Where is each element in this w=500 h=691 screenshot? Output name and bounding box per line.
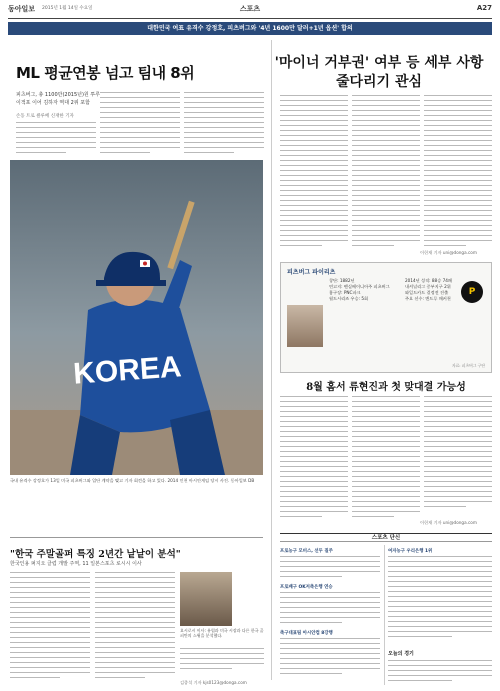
right-body-col-3 bbox=[424, 95, 492, 255]
issue-date: 2015년 1월 14일 수요일 bbox=[42, 6, 93, 11]
brief-body bbox=[388, 556, 492, 646]
right-body-col-1 bbox=[280, 95, 348, 255]
pirates-logo-icon: P bbox=[461, 281, 483, 303]
lead-headline[interactable]: ML 평균연봉 넘고 팀내 8위 bbox=[16, 64, 195, 82]
todays-games-list bbox=[388, 660, 492, 686]
golf-body-col-1 bbox=[10, 572, 90, 684]
right-story-credit: 이헌재 기자 uni@donga.com bbox=[420, 250, 477, 255]
brief-title[interactable]: 프로배구 OK저축은행 연승 bbox=[280, 585, 333, 590]
golf-headline[interactable]: "한국 주말골퍼 특징 2년간 낱낱이 분석" bbox=[10, 549, 181, 560]
lead-photo-caption: 국내 유격수 강정호가 13일 미국 피츠버그와 입단 계약을 맺고 기자 회견을 하고 있다. 2014 인천 아시안게임 당시 사진. 동아일보 DB bbox=[10, 478, 255, 483]
briefs-header: 스포츠 단신 bbox=[280, 533, 492, 542]
brief-title[interactable]: 여자농구 우리은행 1위 bbox=[388, 549, 433, 554]
right-body-col-2 bbox=[352, 95, 420, 255]
profile-row: 월드시리즈 우승: 5회 bbox=[329, 296, 369, 301]
section-name: 스포츠 bbox=[239, 5, 261, 13]
sub-body-col-3 bbox=[424, 396, 492, 516]
profile-row: 2014년 성적: 88승 74패 bbox=[405, 278, 452, 283]
svg-text:KOREA: KOREA bbox=[72, 350, 183, 391]
brief-body bbox=[280, 638, 380, 682]
briefs-divider bbox=[384, 545, 385, 685]
sub-body-col-2 bbox=[352, 396, 420, 521]
column-divider bbox=[271, 40, 272, 680]
golf-subhead: 한국인용 퍼지오 클럽 개발 주역, 11 일본스포츠 로시시 이사 bbox=[10, 561, 142, 567]
lead-body-col-2 bbox=[100, 92, 180, 156]
masthead-rule bbox=[8, 18, 492, 19]
masthead bbox=[8, 4, 492, 18]
profile-row: 창단: 1882년 bbox=[329, 278, 355, 283]
brief-body bbox=[280, 556, 380, 582]
section-divider bbox=[10, 537, 263, 538]
lead-deck: 피츠버그, 총 1100만(2015년)원 투루 이적포 이어 김하자 역대 2위 포함 bbox=[16, 92, 101, 106]
profile-row: 주요 선수: 앤드루 매커천 bbox=[405, 296, 451, 301]
lead-body-col-3 bbox=[184, 92, 264, 156]
page-number: A27 bbox=[476, 4, 492, 12]
executive-photo-caption: 요시로시 이사: 유럽과 미국 시장과 다른 한국 골퍼만의 스윙을 분석했다. bbox=[180, 628, 264, 639]
profile-credit: 자료: 피츠버그 구단 bbox=[451, 363, 485, 368]
player-portrait bbox=[287, 305, 323, 347]
golf-body-col-2 bbox=[95, 572, 175, 684]
lead-photo bbox=[10, 160, 263, 475]
profile-row: 연고지: 펜실베이니아주 피츠버그 bbox=[329, 284, 390, 289]
brief-title[interactable]: 프로농구 모비스, 선두 질주 bbox=[280, 549, 333, 554]
executive-portrait bbox=[180, 572, 232, 626]
profile-row: 홈구장: PNC파크 bbox=[329, 290, 361, 295]
lead-photo-credit: 동아일보 DB bbox=[230, 478, 255, 483]
team-profile-title: 피츠버그 파이리츠 bbox=[287, 269, 336, 276]
lead-credit: 손동 트로 클루베 신재한 기자 bbox=[16, 114, 74, 119]
newspaper-logo: 동아일보 bbox=[8, 4, 36, 13]
brief-body bbox=[280, 592, 380, 628]
sub-body-col-1 bbox=[280, 396, 348, 521]
profile-row: 와일드카드 결정전 진출 bbox=[405, 290, 449, 295]
sub-story-credit: 이헌재 기자 uni@donga.com bbox=[420, 520, 477, 525]
profile-row: 내셔널리그 중부지구 2위 bbox=[405, 284, 451, 289]
brief-title[interactable]: 축구대표팀 아시안컵 8강행 bbox=[280, 631, 333, 636]
sub-story-headline[interactable]: 8월 홈서 류현진과 첫 맞대결 가능성 bbox=[306, 382, 466, 393]
right-story-headline[interactable]: '마이너 거부권' 여부 등 세부 사항 줄다리기 관심 bbox=[274, 55, 484, 90]
golf-body-col-3 bbox=[180, 648, 264, 678]
team-profile-box bbox=[280, 262, 492, 373]
lead-body-col-1 bbox=[16, 122, 96, 156]
golf-credit: 김종석 기자 kjs0123@donga.com bbox=[180, 680, 247, 685]
todays-games-title: 오늘의 경기 bbox=[388, 651, 414, 657]
top-banner: 대한민국 여표 유격수 강정호, 피츠버그와 '4년 1600만 달러+1년 옵션' 합의 bbox=[8, 22, 492, 35]
baseball-player-illustration bbox=[10, 160, 263, 475]
